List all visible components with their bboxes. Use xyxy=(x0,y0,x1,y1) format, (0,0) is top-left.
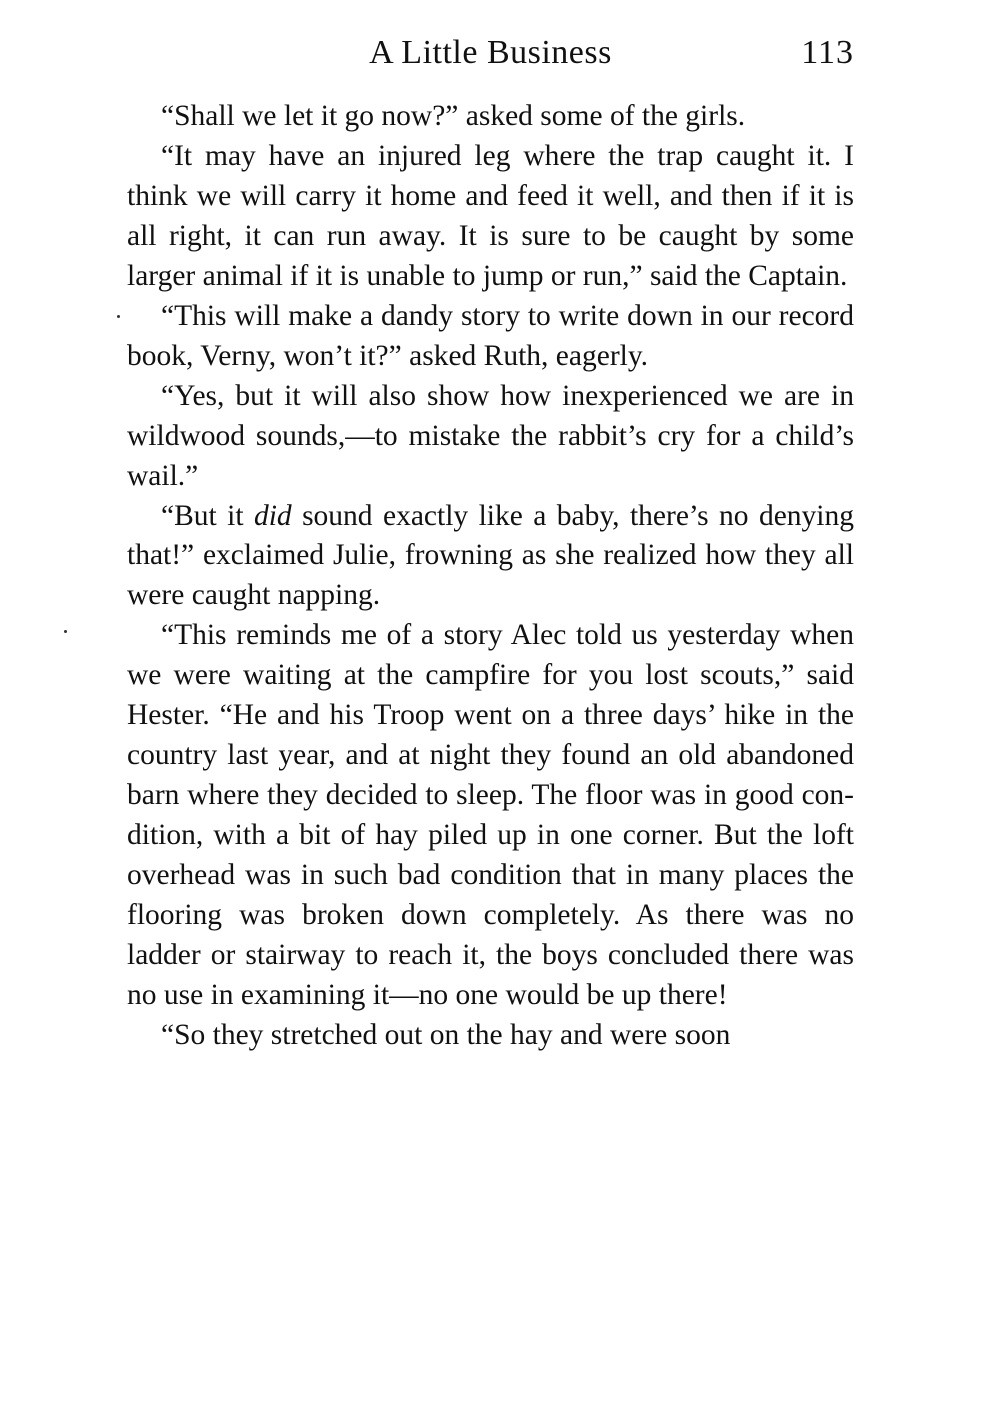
paragraph-text: “This will make a dandy story to write down in our record book, Verny, won’t it?” asked Ruth, eagerly. xyxy=(127,299,854,372)
paragraph xyxy=(127,137,854,297)
print-speck xyxy=(64,630,67,633)
emphasis-word: did xyxy=(253,499,292,532)
page-number: 113 xyxy=(801,34,854,71)
print-speck xyxy=(117,315,120,318)
paragraph-text: “So they stretched out on the hay and were soon xyxy=(161,1018,731,1051)
paragraph xyxy=(127,377,854,497)
paragraph-text: “It may have an injured leg where the trap caught it. I think we will carry it home and feed it well, and then if it is all right, it can run away. It is sure to be caught by some larger animal if it is unable to jump or run,” said the Captain. xyxy=(127,139,854,292)
paragraph xyxy=(127,497,854,617)
paragraph xyxy=(127,97,854,137)
paragraph-text: “Yes, but it will also show how inexperienced we are in wildwood sounds,—to mistake the rabbit’s cry for a child’s wail.” xyxy=(127,379,854,492)
running-head xyxy=(127,28,854,78)
paragraph xyxy=(127,297,854,377)
paragraph xyxy=(127,1016,854,1056)
paragraph-text: sound exactly like a baby, there’s no denying that!” exclaimed Julie, frowning as she realized how they all were caught napping. xyxy=(127,499,854,612)
paragraph-text: “This reminds me of a story Alec told us yesterday when we were waiting at the campfire for you lost scouts,” said Hester. “He and his Troop went on a three days’ hike in the country last year, and at night they found an old abandoned barn where they decided to sleep. The floor was in good condition, with a bit of hay piled up in one corner. But the loft overhead was in such bad condition that in many places the flooring was broken down completely. As there was no ladder or stairway to reach it, the boys concluded there was no use in examining it—no one would be up there! xyxy=(127,619,854,1011)
paragraph xyxy=(127,616,854,1016)
paragraph-text: “But it xyxy=(161,499,254,532)
paragraph-text: “Shall we let it go now?” asked some of the girls. xyxy=(161,100,746,132)
body-text xyxy=(127,97,854,1056)
running-title: A Little Business xyxy=(369,34,612,71)
